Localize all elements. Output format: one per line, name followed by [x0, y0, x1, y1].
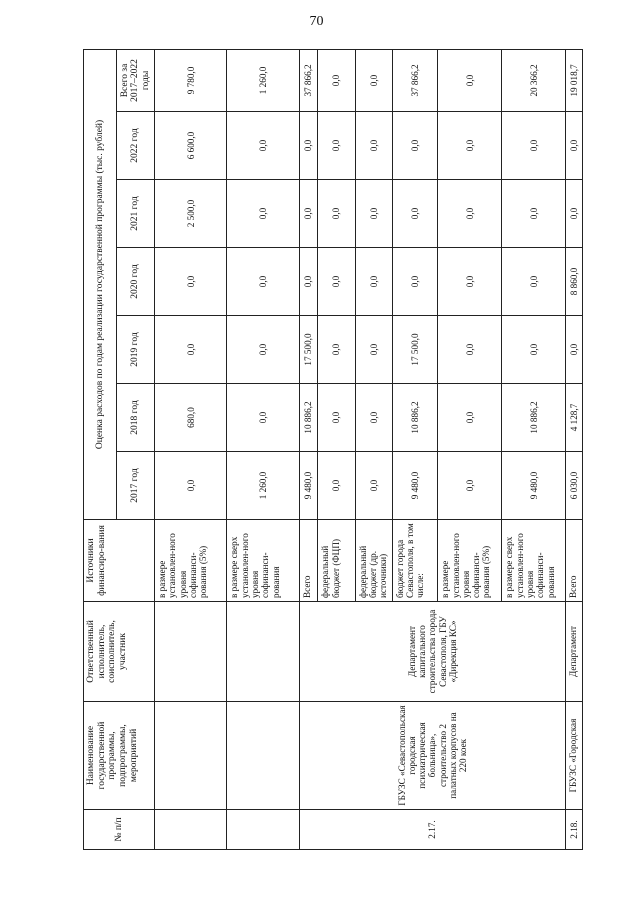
table-row: [299, 49, 318, 849]
value-cell: 0,0: [227, 248, 299, 316]
value-cell: 0,0: [227, 112, 299, 180]
value-cell: 0,0: [318, 384, 355, 452]
header-estimate: Оценка расходов по годам реализации государственной программы (тыс. рублей): [84, 49, 117, 519]
value-cell: 9 480,0: [392, 452, 437, 520]
name-cell: ГБУЗС «Городская: [566, 702, 583, 810]
header-year-2017: 2017 год: [117, 452, 155, 520]
value-cell: 0,0: [355, 248, 392, 316]
rotated-table-wrapper: [83, 50, 583, 850]
source-cell: в размере установлен-ного уровня софинанси-рования (5%): [438, 520, 502, 602]
name-cell: [227, 702, 299, 810]
value-cell: 17 500,0: [299, 316, 318, 384]
value-cell: 0,0: [566, 180, 583, 248]
value-cell: 37 866,2: [392, 49, 437, 111]
value-cell: 2 500,0: [155, 180, 227, 248]
source-cell: федеральный бюджет (ФЦП): [318, 520, 355, 602]
value-cell: 10 886,2: [502, 384, 566, 452]
financing-table: [83, 49, 583, 850]
value-cell: 8 860,0: [566, 248, 583, 316]
value-cell: 0,0: [438, 49, 502, 111]
value-cell: 9 480,0: [299, 452, 318, 520]
source-cell: бюджет города Севастополя, в том числе:: [392, 520, 437, 602]
header-num: № п/п: [84, 810, 155, 850]
value-cell: 0,0: [155, 316, 227, 384]
value-cell: 19 018,7: [566, 49, 583, 111]
value-cell: 0,0: [355, 452, 392, 520]
value-cell: 0,0: [438, 316, 502, 384]
value-cell: 10 886,2: [299, 384, 318, 452]
num-cell: 2.17.: [299, 810, 566, 850]
value-cell: 0,0: [318, 49, 355, 111]
value-cell: 17 500,0: [392, 316, 437, 384]
value-cell: 0,0: [392, 180, 437, 248]
resp-cell: Департамент капитального строительства города Севастополя, ГБУ «Дирекция КС»: [299, 602, 566, 702]
header-year-2020: 2020 год: [117, 248, 155, 316]
value-cell: 680,0: [155, 384, 227, 452]
num-cell: 2.18.: [566, 810, 583, 850]
header-responsible: Ответственный исполнитель, соисполнитель, участник: [84, 602, 155, 702]
header-name: Наименование государственной программы, подпрограммы, мероприятий: [84, 702, 155, 810]
value-cell: 0,0: [299, 112, 318, 180]
value-cell: 0,0: [355, 49, 392, 111]
source-cell: в размере сверх установлен-ного уровня софинанси-рования: [227, 520, 299, 602]
value-cell: 37 866,2: [299, 49, 318, 111]
value-cell: 0,0: [318, 112, 355, 180]
num-cell: [155, 810, 227, 850]
value-cell: 0,0: [502, 248, 566, 316]
page-number: 70: [309, 14, 324, 29]
value-cell: 0,0: [392, 248, 437, 316]
value-cell: 0,0: [155, 452, 227, 520]
value-cell: 0,0: [438, 452, 502, 520]
header-year-2021: 2021 год: [117, 180, 155, 248]
value-cell: 0,0: [355, 316, 392, 384]
value-cell: 10 886,2: [392, 384, 437, 452]
value-cell: 0,0: [227, 316, 299, 384]
value-cell: 0,0: [318, 248, 355, 316]
value-cell: 0,0: [438, 248, 502, 316]
value-cell: 0,0: [438, 384, 502, 452]
value-cell: 1 260,0: [227, 452, 299, 520]
source-cell: Всего: [299, 520, 318, 602]
header-year-total: Всего за 2017–2022 годы: [117, 49, 155, 111]
value-cell: 0,0: [566, 316, 583, 384]
header-year-2018: 2018 год: [117, 384, 155, 452]
value-cell: 0,0: [502, 180, 566, 248]
value-cell: 0,0: [566, 112, 583, 180]
source-cell: федеральный бюджет (др. источники): [355, 520, 392, 602]
value-cell: 0,0: [355, 384, 392, 452]
value-cell: 0,0: [438, 180, 502, 248]
value-cell: 9 780,0: [155, 49, 227, 111]
value-cell: 6 030,0: [566, 452, 583, 520]
table-row: [155, 49, 227, 849]
value-cell: 0,0: [318, 452, 355, 520]
value-cell: 0,0: [355, 112, 392, 180]
header-year-2022: 2022 год: [117, 112, 155, 180]
value-cell: 0,0: [355, 180, 392, 248]
table-row: [227, 49, 299, 849]
source-cell: в размере сверх установлен-ного уровня софинанси-рования: [502, 520, 566, 602]
value-cell: 0,0: [299, 180, 318, 248]
num-cell: [227, 810, 299, 850]
value-cell: 4 128,7: [566, 384, 583, 452]
value-cell: 1 260,0: [227, 49, 299, 111]
value-cell: 0,0: [318, 180, 355, 248]
name-cell: ГБУЗС «Севастопольская городская психиатрическая больница», строительство 2 палатных корпусов на 220 коек: [299, 702, 566, 810]
resp-cell: Департамент: [566, 602, 583, 702]
resp-cell: [155, 602, 227, 702]
value-cell: 0,0: [227, 384, 299, 452]
value-cell: 0,0: [155, 248, 227, 316]
value-cell: 0,0: [318, 316, 355, 384]
source-cell: в размере установлен-ного уровня софинанси-рования (5%): [155, 520, 227, 602]
value-cell: 9 480,0: [502, 452, 566, 520]
value-cell: 0,0: [227, 180, 299, 248]
name-cell: [155, 702, 227, 810]
value-cell: 6 600,0: [155, 112, 227, 180]
value-cell: 0,0: [299, 248, 318, 316]
value-cell: 0,0: [438, 112, 502, 180]
header-source: Источники финансиро-вания: [84, 520, 155, 602]
resp-cell: [227, 602, 299, 702]
value-cell: 20 366,2: [502, 49, 566, 111]
table-row: [566, 49, 583, 849]
value-cell: 0,0: [502, 316, 566, 384]
header-year-2019: 2019 год: [117, 316, 155, 384]
source-cell: Всего: [566, 520, 583, 602]
value-cell: 0,0: [502, 112, 566, 180]
value-cell: 0,0: [392, 112, 437, 180]
